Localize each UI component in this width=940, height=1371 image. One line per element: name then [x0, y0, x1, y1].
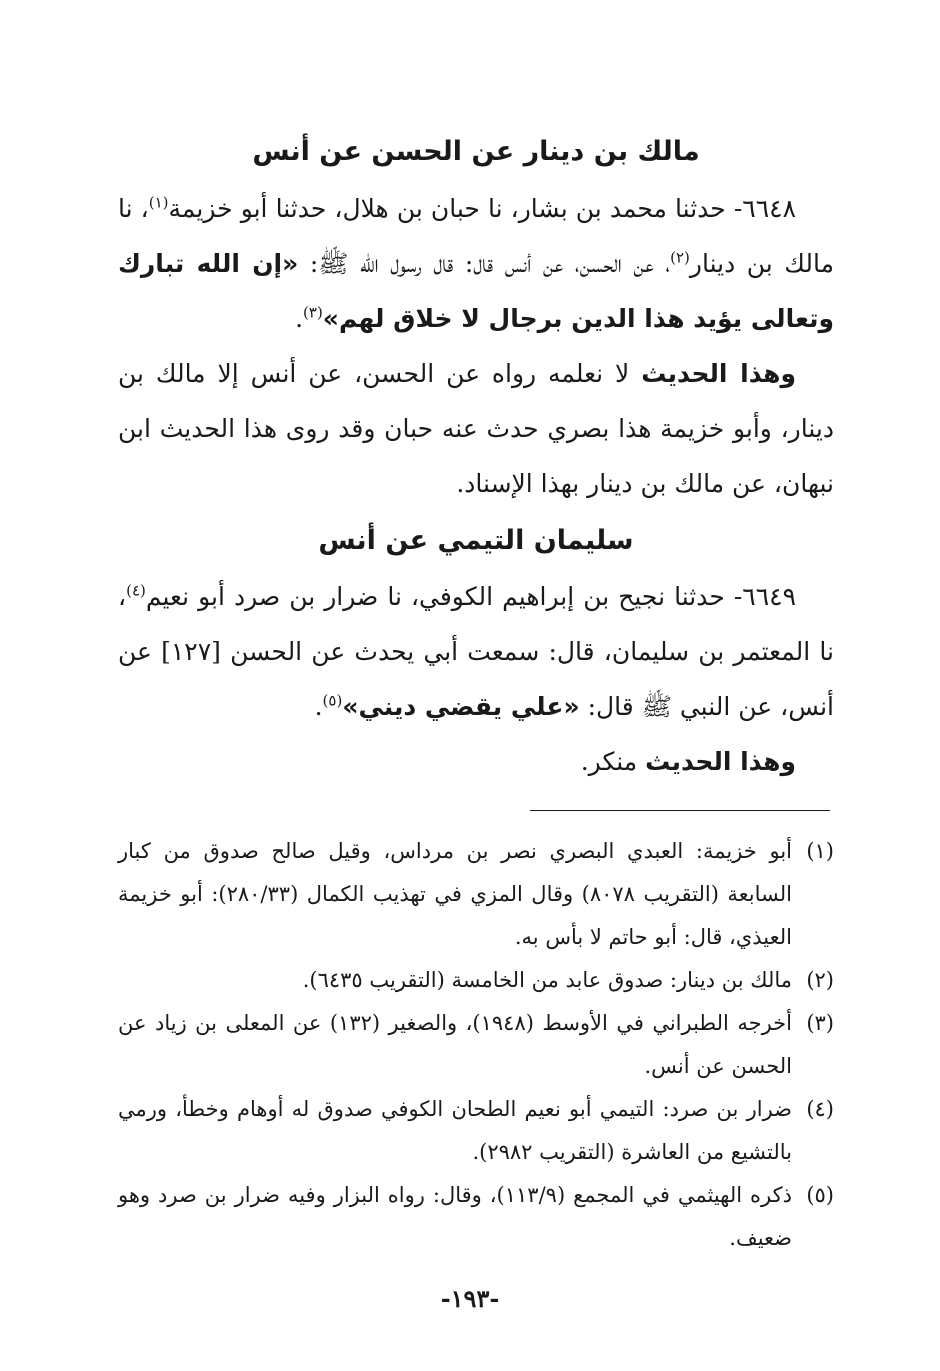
footnote-number: (٥) [806, 1183, 834, 1207]
footnote-ref-5: (٥) [322, 691, 343, 710]
hadith-6648 [118, 181, 834, 346]
footnote-ref-1: (١) [148, 193, 169, 212]
footnote-text: ذكره الهيثمي في المجمع (١١٣/٩)، وقال: رواه البزار وفيه ضرار بن صرد وهو ضعيف. [118, 1183, 792, 1250]
hadith-quote: «علي يقضي ديني» [342, 692, 580, 721]
section-heading-1: مالك بن دينار عن الحسن عن أنس [252, 136, 700, 167]
footnote-text: ضرار بن صرد: التيمي أبو نعيم الطحان الكوفي صدوق له أوهام وخطأ، ورمي بالتشيع من العاشرة (التقريب ٢٩٨٢). [118, 1097, 792, 1164]
commentary-lead: وهذا الحديث [645, 747, 796, 776]
footnote-4 [118, 1088, 834, 1174]
footnote-number: (٢) [806, 968, 834, 992]
hadith-6649 [118, 569, 834, 734]
footnote-text: أبو خزيمة: العبدي البصري نصر بن مرداس، وقيل صالح صدوق من كبار السابعة (التقريب ٨٠٧٨) وقال المزي في تهذيب الكمال (٢٨٠/٣٣): أبو خزيمة العيذي، قال: أبو حاتم لا بأس به. [118, 839, 792, 949]
footnote-ref-4: (٤) [126, 581, 146, 600]
hadith-end: . [295, 303, 304, 333]
commentary-2 [118, 734, 834, 789]
hadith-text: ، نا المعتمر بن سليمان، قال: سمعت أبي يحدث عن الحسن [١٢٧] عن أنس، عن النبي ﷺ قال: [118, 582, 834, 721]
footnote-5 [118, 1174, 834, 1260]
commentary-text: لا نعلمه رواه عن الحسن، عن أنس إلا مالك بن دينار، وأبو خزيمة هذا بصري حدث عنه حبان وقد روى هذا الحديث ابن نبهان، عن مالك بن دينار بهذا الإسناد. [118, 358, 834, 498]
hadith-text: ، عن الحسن، عن أنس قال: قال رسول الله ﷺ: [298, 248, 671, 278]
hadith-text: ، نا مالك بن دينار [118, 193, 834, 278]
footnotes [118, 830, 834, 1260]
hadith-end: . [314, 692, 323, 721]
footnote-text: أخرجه الطبراني في الأوسط (١٩٤٨)، والصغير (١٣٢) عن المعلى بن زياد عن الحسن عن أنس. [118, 1011, 792, 1078]
page-number: -١٩٣- [440, 1284, 500, 1313]
commentary-text: منكر. [580, 747, 646, 776]
footnote-3 [118, 1002, 834, 1088]
footnote-text: مالك بن دينار: صدوق عابد من الخامسة (التقريب ٦٤٣٥). [302, 968, 792, 992]
footnote-ref-2: (٢) [670, 248, 690, 267]
section-heading-2: سليمان التيمي عن أنس [318, 524, 634, 556]
footnote-number: (٣) [806, 1011, 834, 1035]
hadith-text: ٦٦٤٨- حدثنا محمد بن بشار، نا حبان بن هلال، حدثنا أبو خزيمة [168, 193, 797, 223]
main-text [118, 132, 834, 789]
hadith-text: ٦٦٤٩- حدثنا نجيح بن إبراهيم الكوفي، نا ضرار بن صرد أبو نعيم [145, 582, 796, 611]
commentary-lead: وهذا الحديث [641, 358, 797, 388]
footnote-divider [530, 810, 830, 811]
footnote-1 [118, 830, 834, 959]
footnote-2 [118, 959, 834, 1002]
commentary-1 [118, 346, 834, 511]
footnote-number: (١) [806, 839, 834, 863]
footnote-number: (٤) [806, 1097, 834, 1121]
hadith-quote: «إن الله تبارك وتعالى يؤيد هذا الدين برجال لا خلاق لهم» [118, 248, 834, 333]
footnote-ref-3: (٣) [303, 303, 323, 322]
